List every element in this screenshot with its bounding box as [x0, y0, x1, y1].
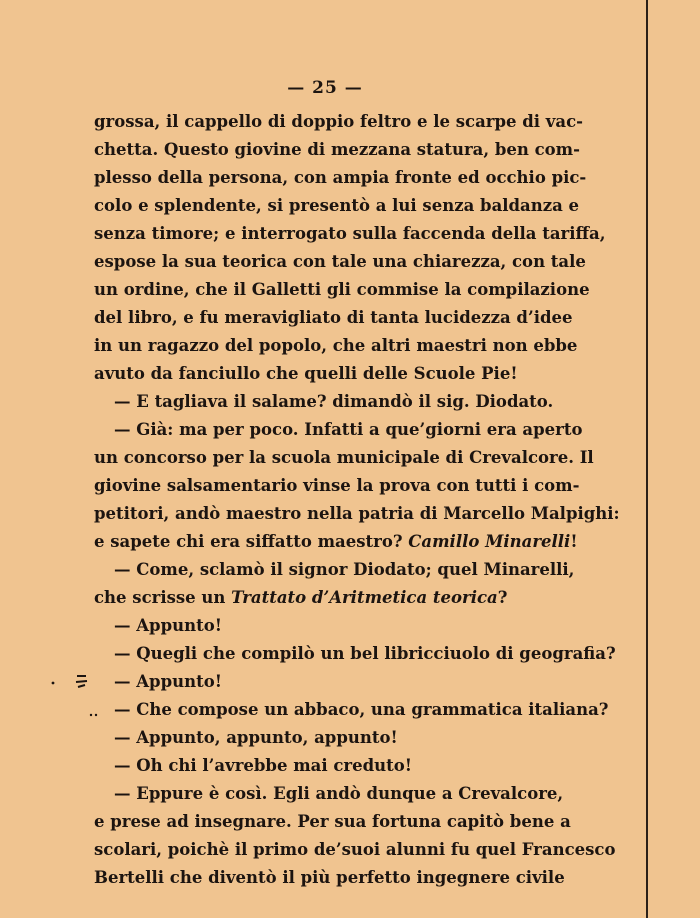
dialogue-line: — Già: ma per poco. Infatti a que’giorni era aperto	[114, 420, 583, 439]
dialogue-line: — Appunto!	[114, 616, 222, 635]
text-line: Bertelli che diventò il più perfetto ingegnere civile	[94, 868, 565, 887]
text-fragment: !	[570, 532, 578, 551]
text-line: avuto da fanciullo che quelli delle Scuole Pie!	[94, 364, 518, 383]
text-fragment: e sapete chi era siffatto maestro?	[94, 532, 409, 551]
dialogue-line: — Oh chi l’avrebbe mai creduto!	[114, 756, 413, 775]
text-line	[94, 584, 552, 612]
text-line: colo e splendente, si presentò a lui senza baldanza e	[94, 196, 580, 215]
text-line: del libro, e fu meravigliato di tanta lucidezza d’idee	[94, 308, 573, 327]
page-edge	[646, 0, 648, 918]
page-number: — 25 —	[287, 78, 363, 98]
text-line: e prese ad insegnare. Per sua fortuna capitò bene a	[94, 812, 571, 831]
italic-title: Trattato d’Aritmetica teorica	[231, 588, 498, 607]
text-line: un ordine, che il Galletti gli commise la compilazione	[94, 280, 590, 299]
ink-speck-icon	[88, 712, 100, 718]
text-line	[94, 528, 578, 556]
body-text	[94, 108, 620, 892]
text-line: un concorso per la scuola municipale di Crevalcore. Il	[94, 448, 594, 467]
text-line: scolari, poichè il primo de’suoi alunni fu quel Francesco	[94, 840, 616, 859]
text-line: chetta. Questo giovine di mezzana statura, ben com-	[94, 140, 580, 159]
text-line: grossa, il cappello di doppio feltro e le scarpe di vac-	[94, 112, 583, 131]
ink-speck-icon	[50, 680, 56, 686]
text-line: giovine salsamentario vinse la prova con tutti i com-	[94, 476, 580, 495]
text-fragment: che scrisse un	[94, 588, 232, 607]
margin-mark-icon	[72, 672, 92, 692]
italic-name: Camillo Minarelli	[408, 532, 571, 551]
text-line: plesso della persona, con ampia fronte ed occhio pic-	[94, 168, 587, 187]
text-line: in un ragazzo del popolo, che altri maestri non ebbe	[94, 336, 578, 355]
text-fragment: ?	[497, 588, 508, 607]
text-line: espose la sua teorica con tale una chiarezza, con tale	[94, 252, 586, 271]
dialogue-line: — E tagliava il salame? dimandò il sig. Diodato.	[114, 392, 554, 411]
dialogue-line: — Appunto!	[114, 672, 222, 691]
dialogue-line: — Appunto, appunto, appunto!	[114, 728, 398, 747]
text-line: senza timore; e interrogato sulla faccenda della tariffa,	[94, 224, 606, 243]
dialogue-line: — Eppure è così. Egli andò dunque a Crevalcore,	[114, 784, 564, 803]
dialogue-line: — Come, sclamò il signor Diodato; quel Minarelli,	[114, 560, 575, 579]
dialogue-line: — Che compose un abbaco, una grammatica italiana?	[114, 700, 609, 719]
text-line: petitori, andò maestro nella patria di Marcello Malpighi:	[94, 504, 620, 523]
dialogue-line: — Quegli che compilò un bel libricciuolo di geografia?	[114, 644, 616, 663]
